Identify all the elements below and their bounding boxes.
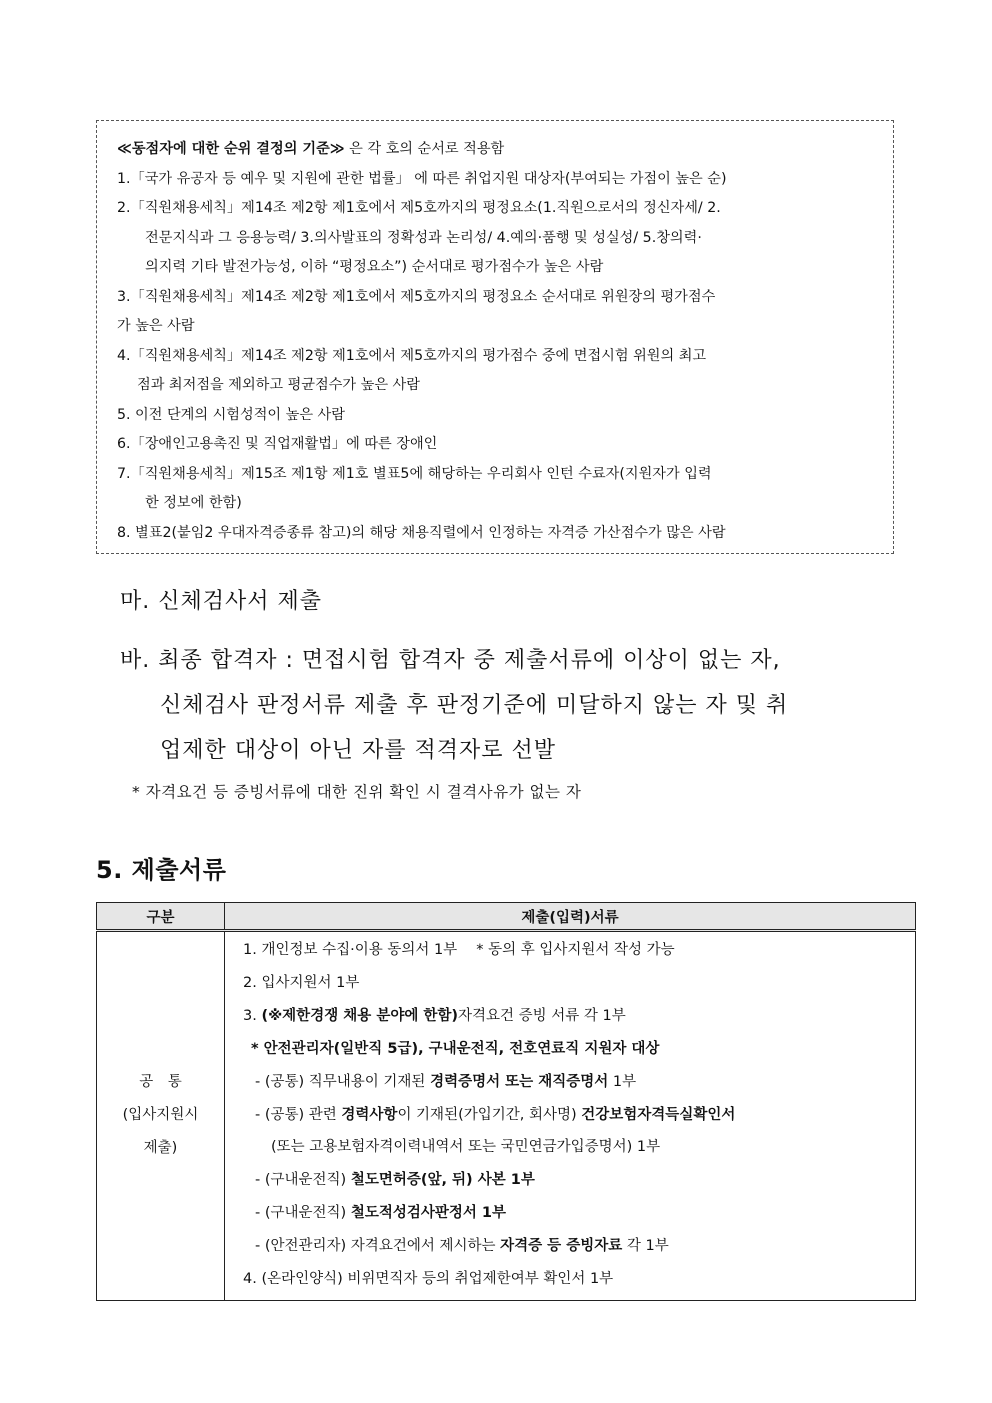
tiebreak-item-line: 8. 별표2(붙임2 우대자격증종류 참고)의 해당 채용직렬에서 인정하는 자격증 가산점수가 많은 사람 [117,524,726,541]
list-item-text: 이 기재된(가입기간, 회사명) [397,1106,582,1123]
list-item-text: - (공통) 관련 [255,1106,342,1123]
list-item [243,1000,915,1033]
tiebreak-item-line: 4.「직원채용세칙」제14조 제2항 제1호에서 제5호까지의 평가점수 중에 면접시험 위원의 최고 [117,347,707,364]
item-ma-medical-exam: 마. 신체검사서 제출 [120,589,322,614]
submission-documents-table [96,902,916,1301]
section-heading: 5. 제출서류 [96,856,227,884]
list-item [243,1066,915,1099]
list-item-text: - (구내운전직) [255,1172,351,1189]
tiebreak-item-line: 전문지식과 그 응용능력/ 3.의사발표의 정확성과 논리성/ 4.예의·품행 및 성실성/ 5.창의력· [145,229,702,246]
list-item [243,1197,915,1230]
item-ba-line: 신체검사 판정서류 제출 후 판정기준에 미달하지 않는 자 및 취 [160,693,789,718]
table-row [97,931,916,1301]
category-cell [97,931,225,1301]
tiebreak-item-3 [117,283,883,342]
column-header-category: 구분 [97,903,225,931]
column-header-documents: 제출(입력)서류 [225,903,916,931]
list-item-bold: 경력사항 [341,1106,398,1123]
tiebreak-item-line: 1.「국가 유공자 등 예우 및 지원에 관한 법률」 에 따른 취업지원 대상자(부여되는 가점이 높은 순) [117,170,727,187]
tiebreak-item-1 [117,165,883,195]
list-item-bold: 철도면허증(앞, 뒤) 사본 1부 [350,1172,535,1189]
list-item-text: 각 1부 [622,1238,669,1255]
tiebreak-item-line: 가 높은 사람 [117,318,195,334]
category-line: (입사지원시 [122,1107,199,1124]
table-header-row [97,903,916,931]
tiebreak-item-line: 2.「직원채용세칙」제14조 제2항 제1호에서 제5호까지의 평정요소(1.직원으로서의 정신자세/ 2. [117,200,721,216]
list-item: * 안전관리자(일반직 5급), 구내운전직, 전호연료직 지원자 대상 [251,1040,660,1057]
tiebreak-item-line: 의지력 기타 발전가능성, 이하 “평정요소”) 순서대로 평가점수가 높은 사람 [145,259,604,275]
verification-note: * 자격요건 등 증빙서류에 대한 진위 확인 시 결격사유가 없는 자 [132,783,582,801]
tiebreak-item-line: 점과 최저점을 제외하고 평균점수가 높은 사람 [137,377,420,393]
tiebreak-item-line: 6.「장애인고용촉진 및 직업재활법」에 따른 장애인 [117,436,438,452]
tiebreak-item-5 [117,401,883,431]
tiebreak-item-8 [117,519,883,549]
list-item: 2. 입사지원서 1부 [243,974,360,991]
tiebreak-item-4 [117,342,883,401]
tiebreak-heading-rest: 은 각 호의 순서로 적용함 [344,141,505,157]
tiebreak-item-line: 5. 이전 단계의 시험성적이 높은 사람 [117,406,345,423]
list-item-text: - (공통) 직무내용이 기재된 [255,1073,431,1090]
list-item [243,1230,915,1263]
list-item-text: - (안전관리자) 자격요건에서 제시하는 [255,1238,501,1255]
tiebreak-item-line: 한 정보에 한함) [145,495,242,511]
tiebreak-criteria-box [96,120,894,554]
list-item-text: - (구내운전직) [255,1205,351,1222]
list-item-text: 자격요건 증빙 서류 각 1부 [458,1007,626,1024]
list-item-bold: 경력증명서 또는 재직증명서 [430,1073,609,1090]
tiebreak-item-7 [117,460,883,519]
tiebreak-item-line: 7.「직원채용세칙」제15조 제1항 제1호 별표5에 해당하는 우리회사 인턴 수료자(지원자가 입력 [117,465,712,482]
list-item: 1. 개인정보 수집·이용 동의서 1부 * 동의 후 입사지원서 작성 가능 [243,942,675,958]
category-line: 공 통 [139,1074,182,1091]
tiebreak-heading-bold: ≪동점자에 대한 순위 결정의 기준≫ [117,141,345,157]
list-item-bold: 자격증 등 증빙자료 [500,1238,623,1255]
list-item [243,1164,915,1197]
category-line: 제출) [143,1140,178,1157]
documents-cell [225,931,916,1301]
tiebreak-heading [117,135,883,165]
item-ba-final-pass [120,638,920,773]
tiebreak-item-6 [117,430,883,460]
list-item-text: 1부 [608,1073,637,1090]
list-item-bold: (※제한경쟁 채용 분야에 한함) [261,1007,459,1024]
list-item-text: 3. [243,1007,262,1024]
list-item-bold: 건강보험자격득실확인서 [581,1106,736,1123]
item-ba-line: 바. 최종 합격자 : 면접시험 합격자 중 제출서류에 이상이 없는 자, [120,648,781,673]
list-item-bold: 철도적성검사판정서 1부 [350,1205,507,1222]
list-item [243,1099,915,1132]
tiebreak-item-2 [117,194,883,283]
list-item: 4. (온라인양식) 비위면직자 등의 취업제한여부 확인서 1부 [243,1271,614,1288]
item-ba-line: 업제한 대상이 아닌 자를 적격자로 선발 [160,738,556,763]
list-item: (또는 고용보험자격이력내역서 또는 국민연금가입증명서) 1부 [271,1139,661,1156]
tiebreak-item-line: 3.「직원채용세칙」제14조 제2항 제1호에서 제5호까지의 평정요소 순서대로 위원장의 평가점수 [117,288,716,305]
